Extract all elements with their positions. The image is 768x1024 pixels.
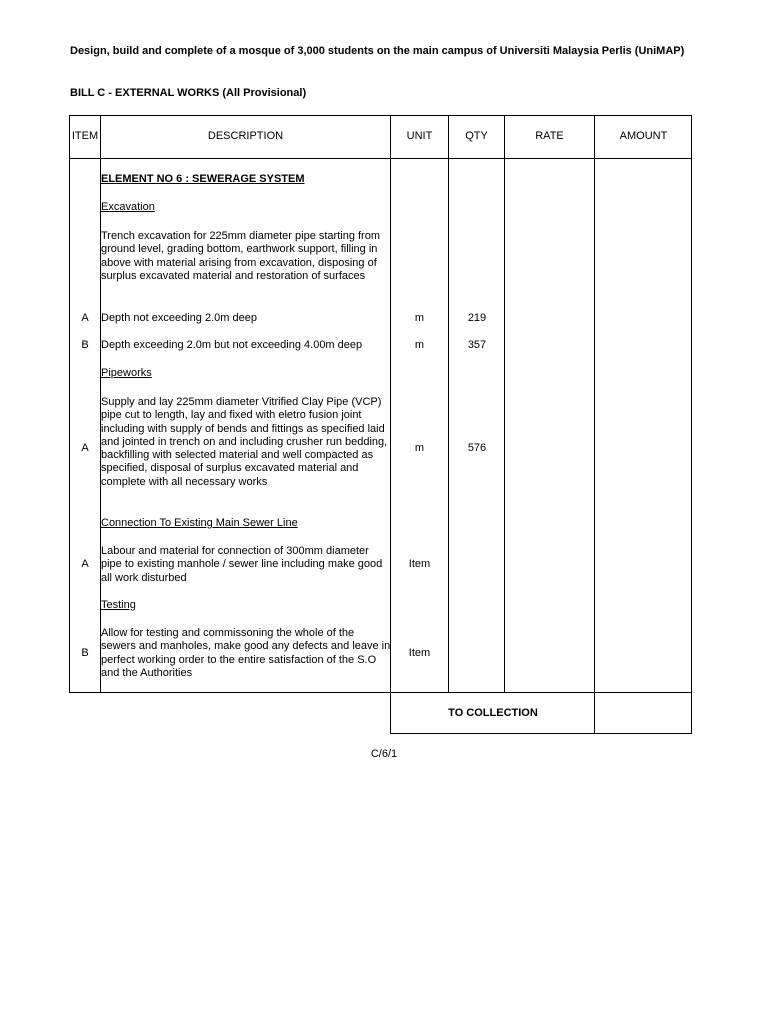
bill-heading: BILL C - EXTERNAL WORKS (All Provisional) <box>70 87 307 99</box>
item-code: A <box>81 442 89 454</box>
item-qty: 219 <box>467 312 487 324</box>
item-description: Depth not exceeding 2.0m deep <box>101 312 257 324</box>
item-description: Depth exceeding 2.0m but not exceeding 4.00m deep <box>101 339 363 351</box>
item-description: Supply and lay 225mm diameter Vitrified Clay Pipe (VCP) pipe cut to length, lay and fixed with eletro fusion joint including with supply of bends and fittings as specified laid and jointed in trench on and including crusher run bedding, backfilling with selected material and well compacted as specified, disposal of surplus excavated material and complete with all necessary works <box>101 396 388 488</box>
section-heading-connection: Connection To Existing Main Sewer Line <box>101 517 298 529</box>
item-unit: Item <box>408 647 431 659</box>
column-header-amount: AMOUNT <box>619 130 668 142</box>
column-header-qty: QTY <box>465 130 488 142</box>
item-unit: m <box>414 442 425 454</box>
item-unit: m <box>414 312 425 324</box>
column-header-item: ITEM <box>71 130 99 142</box>
column-header-unit: UNIT <box>406 130 433 142</box>
item-unit: m <box>414 339 425 351</box>
item-unit: Item <box>408 558 431 570</box>
section-heading-testing: Testing <box>101 599 136 611</box>
item-code: A <box>81 558 89 570</box>
item-description: Allow for testing and commissoning the whole of the sewers and manholes, make good any defects and leave in perfect working order to the entire satisfaction of the S.O and the Authorities <box>101 627 391 679</box>
item-code: B <box>81 339 89 351</box>
column-divider <box>504 116 505 692</box>
column-divider <box>594 116 595 692</box>
item-qty: 576 <box>467 442 487 454</box>
page-number: C/6/1 <box>370 748 398 760</box>
column-header-rate: RATE <box>535 130 564 142</box>
to-collection-box <box>390 692 692 734</box>
header-divider <box>70 158 691 159</box>
item-qty: 357 <box>467 339 487 351</box>
to-collection-label: TO COLLECTION <box>448 707 538 719</box>
item-code: B <box>81 647 89 659</box>
column-divider <box>448 116 449 692</box>
column-header-description: DESCRIPTION <box>207 130 284 142</box>
section-heading-excavation: Excavation <box>101 201 155 213</box>
item-description: Labour and material for connection of 300mm diameter pipe to existing manhole / sewer line including make good all work disturbed <box>101 545 383 584</box>
item-code: A <box>81 312 89 324</box>
excavation-intro: Trench excavation for 225mm diameter pipe starting from ground level, grading bottom, earthwork support, filling in above with material arising from excavation, disposing of surplus excavated material and restoration of surfaces <box>101 230 380 282</box>
document-title: Design, build and complete of a mosque of 3,000 students on the main campus of Universiti Malaysia Perlis (UniMAP) <box>70 45 685 57</box>
section-heading-pipeworks: Pipeworks <box>101 367 152 379</box>
bill-table <box>69 115 692 693</box>
collection-divider <box>594 693 595 733</box>
element-heading: ELEMENT NO 6 : SEWERAGE SYSTEM <box>101 173 305 185</box>
